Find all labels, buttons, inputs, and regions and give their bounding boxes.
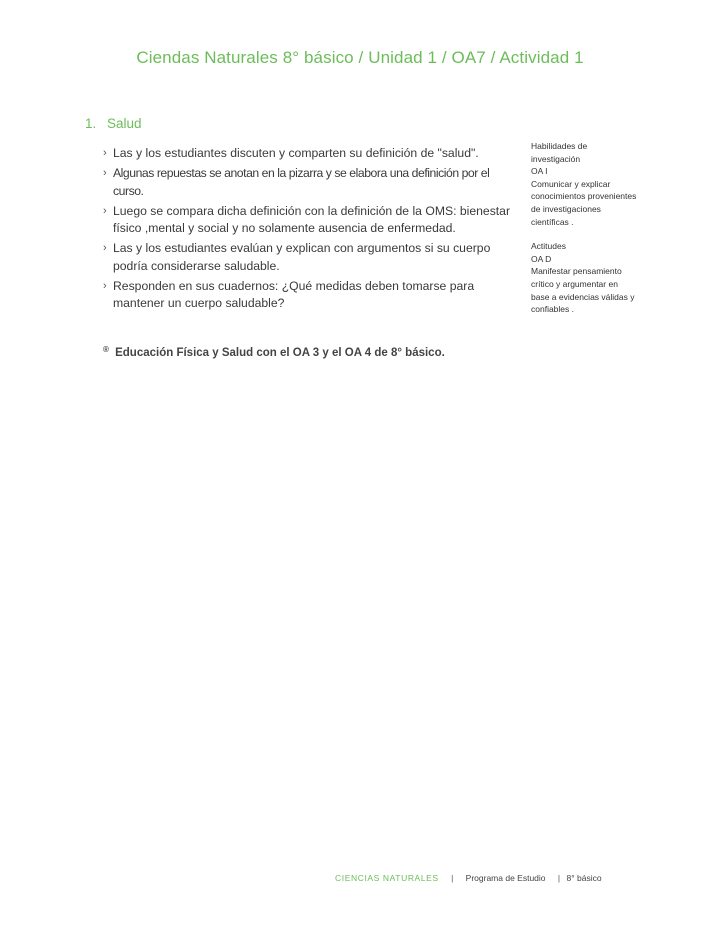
- section-title: Salud: [107, 116, 142, 131]
- note-line: conocimientos provenientes: [531, 191, 637, 202]
- note-line: base a evidencias válidas y: [531, 291, 635, 302]
- note-line: de investigaciones: [531, 203, 601, 214]
- note-line: OA I: [531, 166, 548, 177]
- list-item: [103, 240, 513, 275]
- footer-subject: CIENCIAS NATURALES: [335, 873, 439, 883]
- page-footer: [335, 873, 602, 883]
- footnote-text: Educación Física y Salud con el OA 3 y el OA 4 de 8° básico.: [115, 347, 445, 359]
- footer-grade: 8° básico: [566, 873, 602, 883]
- activity-list: [103, 145, 513, 315]
- footer-program: Programa de Estudio: [465, 873, 546, 883]
- attitudes-note: [531, 240, 656, 316]
- list-item-text: Las y los estudiantes evalúan y explican con argumentos si su cuerpo podría considerarse saludable.: [113, 241, 491, 273]
- note-line: Habilidades de: [531, 141, 588, 151]
- list-item: [103, 278, 513, 313]
- cross-reference-footnote: [103, 345, 445, 359]
- list-item: [103, 145, 513, 163]
- list-item: [103, 165, 513, 200]
- list-item: [103, 203, 513, 238]
- chevron-right-icon: ›: [103, 279, 107, 292]
- chevron-right-icon: ›: [103, 147, 107, 159]
- footer-separator: |: [557, 873, 561, 883]
- side-notes: [531, 140, 656, 328]
- list-item-text: Luego se compara dicha definición con la definición de la OMS: bienestar físico ,mental y social y no solamente ausencia de enfermedad.: [113, 203, 511, 235]
- chevron-right-icon: ›: [103, 204, 107, 217]
- chevron-right-icon: ›: [103, 242, 107, 254]
- list-item-text: Algunas repuestas se anotan en la pizarra y se elabora una definición por el curso.: [113, 166, 490, 198]
- note-line: OA D: [531, 253, 552, 264]
- note-line: investigación: [531, 153, 581, 164]
- note-line: confiables .: [531, 304, 574, 315]
- list-item-text: Las y los estudiantes discuten y comparten su definición de "salud".: [113, 146, 479, 160]
- list-item-text: Responden en sus cuadernos: ¿Qué medidas deben tomarse para mantener un cuerpo saludable?: [113, 278, 475, 310]
- note-line: crítico y argumentar en: [531, 278, 618, 289]
- page-title: Ciendas Naturales 8° básico / Unidad 1 / OA7 / Actividad 1: [136, 48, 584, 67]
- section-heading: [85, 116, 142, 131]
- chevron-right-icon: ›: [103, 167, 107, 179]
- note-line: científicas .: [531, 216, 574, 227]
- skills-note: [531, 140, 656, 228]
- section-number: 1.: [85, 116, 97, 131]
- note-line: Actitudes: [531, 241, 566, 252]
- registered-icon: ®: [103, 345, 109, 354]
- footer-separator: |: [451, 873, 454, 883]
- note-line: Comunicar y explicar: [531, 178, 611, 189]
- note-line: Manifestar pensamiento: [531, 266, 622, 277]
